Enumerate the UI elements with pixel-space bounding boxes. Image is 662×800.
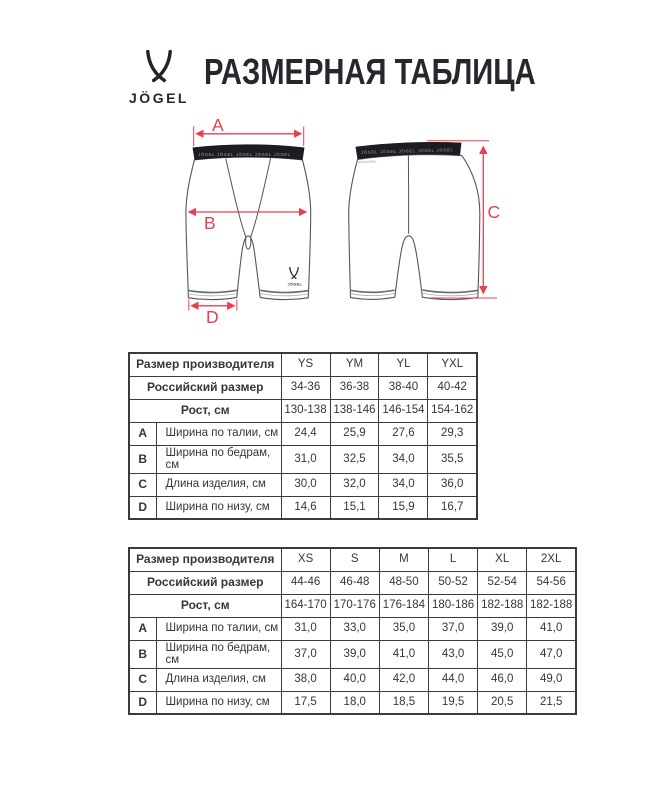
- header-label: Размер производителя: [129, 353, 281, 376]
- dimension-arrow-a: [194, 115, 304, 146]
- dimension-key-cell: D: [129, 691, 156, 714]
- header-value-cell: 54-56: [527, 571, 576, 594]
- header-value-cell: 180-186: [428, 594, 477, 617]
- adult-size-table: [128, 547, 577, 715]
- brand-horns-icon: [143, 46, 175, 86]
- value-cell: 40,0: [330, 668, 379, 691]
- value-cell: 18,0: [330, 691, 379, 714]
- header-value-cell: 34-36: [281, 376, 330, 399]
- header-value-cell: 2XL: [527, 548, 576, 571]
- dimension-key-cell: D: [129, 496, 156, 519]
- dimension-name-cell: Ширина по талии, см: [156, 617, 281, 640]
- dimension-name-cell: Ширина по бедрам, см: [156, 640, 281, 668]
- value-cell: 15,1: [330, 496, 379, 519]
- header-row: [129, 376, 477, 399]
- header-row: [129, 353, 477, 376]
- dimension-label-d: D: [206, 307, 219, 327]
- header-value-cell: L: [428, 548, 477, 571]
- value-cell: 35,0: [379, 617, 428, 640]
- measure-row: [129, 617, 576, 640]
- header-value-cell: 170-176: [330, 594, 379, 617]
- youth-size-table-wrap: [128, 352, 478, 520]
- header-row: [129, 399, 477, 422]
- header-value-cell: 146-154: [379, 399, 428, 422]
- value-cell: 34,0: [379, 473, 428, 496]
- header-label: Российский размер: [129, 376, 281, 399]
- leg-logo-text: JÖGEL: [287, 281, 303, 287]
- value-cell: 16,7: [428, 496, 477, 519]
- header-value-cell: YXL: [428, 353, 477, 376]
- value-cell: 14,6: [281, 496, 330, 519]
- value-cell: 25,9: [330, 422, 379, 445]
- dimension-key-cell: A: [129, 617, 156, 640]
- size-diagram: [0, 110, 662, 345]
- value-cell: 33,0: [330, 617, 379, 640]
- value-cell: 42,0: [379, 668, 428, 691]
- value-cell: 38,0: [281, 668, 330, 691]
- dimension-key-cell: B: [129, 445, 156, 473]
- value-cell: 37,0: [281, 640, 330, 668]
- youth-size-table: [128, 352, 478, 520]
- header-value-cell: 130-138: [281, 399, 330, 422]
- measure-row: [129, 668, 576, 691]
- dimension-key-cell: B: [129, 640, 156, 668]
- value-cell: 39,0: [478, 617, 527, 640]
- header-value-cell: 52-54: [478, 571, 527, 594]
- value-cell: 30,0: [281, 473, 330, 496]
- dimension-name-cell: Ширина по низу, см: [156, 691, 281, 714]
- header-label: Российский размер: [129, 571, 281, 594]
- header-value-cell: 50-52: [428, 571, 477, 594]
- header-value-cell: 176-184: [379, 594, 428, 617]
- dimension-key-cell: A: [129, 422, 156, 445]
- dimension-key-cell: C: [129, 668, 156, 691]
- value-cell: 27,6: [379, 422, 428, 445]
- dimension-name-cell: Длина изделия, см: [156, 473, 281, 496]
- dimension-label-c: C: [487, 202, 501, 222]
- header-value-cell: 138-146: [330, 399, 379, 422]
- value-cell: 46,0: [478, 668, 527, 691]
- header-value-cell: 182-188: [527, 594, 576, 617]
- value-cell: 18,5: [379, 691, 428, 714]
- value-cell: 24,4: [281, 422, 330, 445]
- value-cell: 19,5: [428, 691, 477, 714]
- measure-row: [129, 422, 477, 445]
- dimension-name-cell: Ширина по бедрам, см: [156, 445, 281, 473]
- value-cell: 44,0: [428, 668, 477, 691]
- header-label: Размер производителя: [129, 548, 281, 571]
- measure-row: [129, 691, 576, 714]
- header-value-cell: 38-40: [379, 376, 428, 399]
- front-waistband-pattern: JÖGEL JÖGEL JÖGEL JÖGEL JÖGEL: [198, 152, 291, 157]
- dimension-label-a: A: [212, 115, 224, 135]
- header-value-cell: 36-38: [330, 376, 379, 399]
- measure-row: [129, 473, 477, 496]
- dimension-label-b: B: [204, 213, 216, 233]
- back-waistband-pattern: JÖGEL JÖGEL JÖGEL JÖGEL JÖGEL: [360, 147, 454, 155]
- measure-row: [129, 445, 477, 473]
- brand-logo: [124, 46, 194, 106]
- value-cell: 45,0: [478, 640, 527, 668]
- header-label: Рост, см: [129, 594, 281, 617]
- value-cell: 34,0: [379, 445, 428, 473]
- header-row: [129, 594, 576, 617]
- value-cell: 37,0: [428, 617, 477, 640]
- value-cell: 31,0: [281, 445, 330, 473]
- adult-size-table-wrap: [128, 547, 577, 715]
- header-value-cell: M: [379, 548, 428, 571]
- page-title: РАЗМЕРНАЯ ТАБЛИЦА: [204, 51, 536, 92]
- dimension-arrow-d: [189, 300, 237, 328]
- dimension-name-cell: Ширина по талии, см: [156, 422, 281, 445]
- header-value-cell: XL: [478, 548, 527, 571]
- header-row: [129, 571, 576, 594]
- header-value-cell: 48-50: [379, 571, 428, 594]
- header-value-cell: YL: [379, 353, 428, 376]
- value-cell: 47,0: [527, 640, 576, 668]
- measure-row: [129, 496, 477, 519]
- value-cell: 35,5: [428, 445, 477, 473]
- header-row: [129, 548, 576, 571]
- value-cell: 49,0: [527, 668, 576, 691]
- header-value-cell: XS: [281, 548, 330, 571]
- header-value-cell: 44-46: [281, 571, 330, 594]
- value-cell: 39,0: [330, 640, 379, 668]
- value-cell: 36,0: [428, 473, 477, 496]
- header-value-cell: 46-48: [330, 571, 379, 594]
- value-cell: 20,5: [478, 691, 527, 714]
- value-cell: 32,5: [330, 445, 379, 473]
- value-cell: 43,0: [428, 640, 477, 668]
- value-cell: 41,0: [379, 640, 428, 668]
- measure-row: [129, 640, 576, 668]
- dimension-key-cell: C: [129, 473, 156, 496]
- header-value-cell: YS: [281, 353, 330, 376]
- header-value-cell: 40-42: [428, 376, 477, 399]
- header-value-cell: YM: [330, 353, 379, 376]
- value-cell: 32,0: [330, 473, 379, 496]
- header-value-cell: 182-188: [478, 594, 527, 617]
- header-value-cell: 154-162: [428, 399, 477, 422]
- dimension-name-cell: Длина изделия, см: [156, 668, 281, 691]
- header-label: Рост, см: [129, 399, 281, 422]
- brand-wordmark: JÖGEL: [129, 90, 189, 106]
- back-shorts-figure: [349, 142, 480, 300]
- performdry-label: PerformDRY: [356, 159, 377, 165]
- value-cell: 29,3: [428, 422, 477, 445]
- header-value-cell: 164-170: [281, 594, 330, 617]
- dimension-name-cell: Ширина по низу, см: [156, 496, 281, 519]
- value-cell: 21,5: [527, 691, 576, 714]
- value-cell: 31,0: [281, 617, 330, 640]
- header-value-cell: S: [330, 548, 379, 571]
- value-cell: 17,5: [281, 691, 330, 714]
- value-cell: 15,9: [379, 496, 428, 519]
- value-cell: 41,0: [527, 617, 576, 640]
